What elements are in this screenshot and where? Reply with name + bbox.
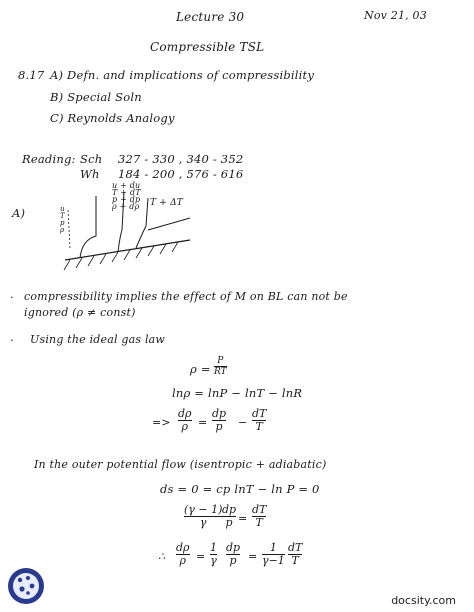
fraction-numerator: dp: [222, 503, 237, 516]
outline-item-c: C) Reynolds Analogy: [50, 111, 175, 125]
left-label: u: [60, 205, 65, 213]
sketch-stack-labels: [112, 182, 141, 210]
eq3-fraction-a: [178, 408, 192, 433]
note-line-2: Using the ideal gas law: [30, 333, 166, 346]
eq6-fraction-d: [262, 542, 285, 567]
stack-label: ρ + dρ: [112, 202, 140, 211]
fraction-numerator: 1: [210, 541, 217, 554]
fraction-denominator: ρ: [181, 420, 188, 433]
fraction-denominator: p: [215, 420, 223, 433]
lecture-date: Nov 21, 03: [364, 9, 427, 22]
note-bullet: ·: [10, 290, 14, 304]
note-line-1b: ignored (ρ ≠ const): [24, 306, 136, 319]
docsity-watermark[interactable]: docsity.com: [391, 594, 456, 607]
note-bullet: ·: [10, 333, 14, 347]
sketch-left-labels: [60, 206, 65, 234]
left-label: ρ: [60, 226, 65, 234]
reading-label: Reading:: [22, 152, 76, 166]
docsity-logo-icon: [6, 566, 46, 606]
entropy-equation: ds = 0 = cp lnT − ln P = 0: [160, 482, 320, 496]
sketch-temp-label: T + ΔT: [150, 198, 183, 208]
fraction-numerator: dp: [226, 541, 241, 554]
outer-flow-note: In the outer potential flow (isentropic + adiabatic): [34, 458, 327, 471]
fraction-denominator: p: [229, 554, 237, 567]
stack-label: u + du: [112, 181, 141, 190]
fraction-numerator: (γ − 1): [184, 503, 223, 516]
therefore-symbol: ∴: [158, 550, 165, 563]
reading-pages-2: 184 - 200 , 576 - 616: [118, 167, 244, 181]
implies-symbol: =>: [152, 416, 171, 429]
section-number: 8.17: [18, 68, 45, 82]
log-form-equation: lnρ = lnP − lnT − lnR: [172, 386, 303, 400]
fraction-numerator: dT: [252, 407, 267, 420]
fraction-denominator: γ−1: [262, 554, 285, 567]
fraction-numerator: dT: [252, 503, 267, 516]
left-label: T: [60, 212, 65, 220]
equals-symbol: =: [198, 416, 208, 429]
fraction-numerator: dT: [288, 541, 303, 554]
fraction-numerator: dp: [212, 407, 227, 420]
fraction-denominator: γ: [210, 554, 217, 567]
fraction-denominator: T: [255, 516, 263, 529]
page-title: Compressible TSL: [150, 40, 265, 54]
sketch-label: A): [12, 206, 26, 220]
note-line-1a: compressibility implies the effect of M on BL can not be: [24, 290, 348, 303]
reading-pages-1: 327 - 330 , 340 - 352: [118, 152, 244, 166]
equals-symbol: =: [238, 512, 248, 525]
fraction-numerator: P: [217, 356, 224, 366]
fraction-denominator: T: [291, 554, 299, 567]
eq5-fraction-b: [222, 504, 236, 529]
fraction-numerator: dρ: [176, 541, 190, 554]
eq6-fraction-e: [288, 542, 302, 567]
reading-source-2: Wh: [80, 167, 100, 181]
fraction-numerator: 1: [269, 541, 277, 554]
eq5-fraction-a: [184, 504, 222, 529]
eq5-fraction-c: [252, 504, 266, 529]
stack-label: p + dp: [112, 195, 141, 204]
equals-symbol: =: [196, 550, 206, 563]
eq6-fraction-c: [226, 542, 240, 567]
outline-item-a: A) Defn. and implications of compressibility: [50, 68, 315, 82]
fraction-denominator: p: [225, 516, 233, 529]
fraction-numerator: dρ: [178, 407, 192, 420]
ideal-gas-lhs: ρ =: [190, 362, 211, 376]
stack-label: T + dT: [112, 188, 141, 197]
minus-symbol: −: [238, 416, 248, 429]
fraction-denominator: T: [255, 420, 263, 433]
reading-source-1: Sch: [80, 152, 103, 166]
eq6-fraction-b: [210, 542, 217, 567]
eq3-fraction-c: [252, 408, 266, 433]
eq6-fraction-a: [176, 542, 190, 567]
eq3-fraction-b: [212, 408, 226, 433]
fraction-denominator: ρ: [179, 554, 186, 567]
fraction-denominator: RT: [214, 367, 227, 377]
outline-item-b: B) Special Soln: [50, 90, 142, 104]
lecture-title: Lecture 30: [176, 10, 245, 24]
equals-symbol: =: [248, 550, 258, 563]
ideal-gas-fraction: [214, 356, 227, 377]
fraction-denominator: γ: [199, 516, 207, 529]
left-label: p: [60, 219, 65, 227]
